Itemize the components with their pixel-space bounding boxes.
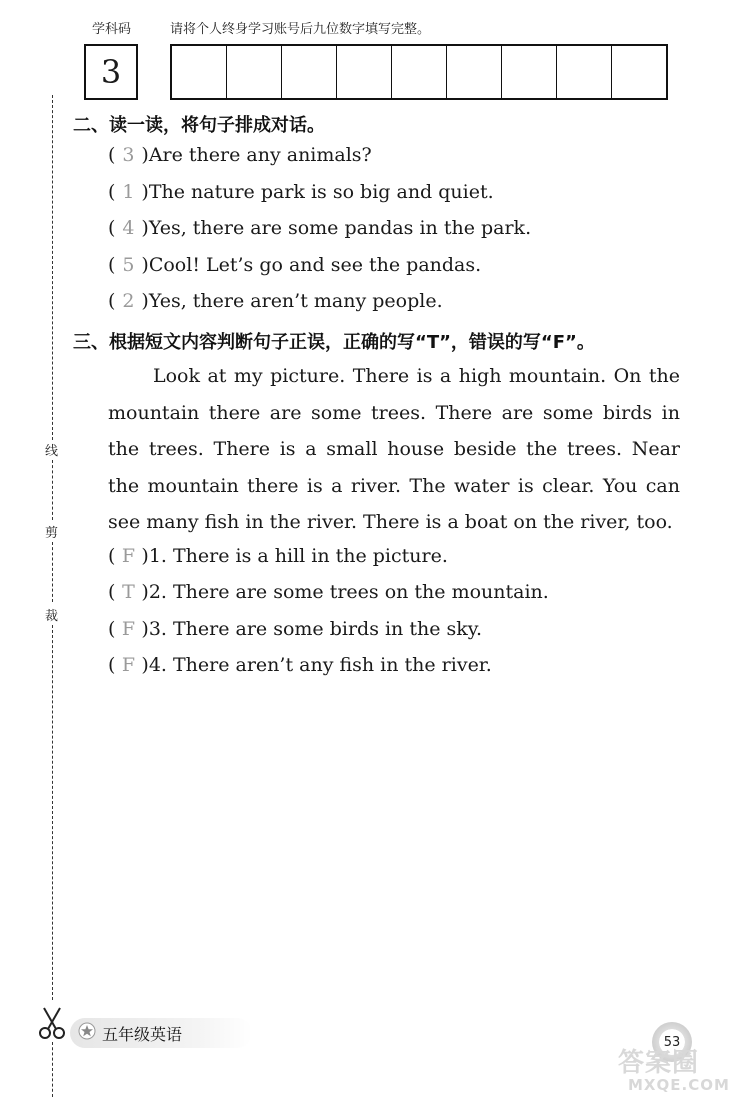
cut-line-top [52, 95, 53, 440]
subject-code-box: 3 [84, 44, 138, 100]
subject-code-label: 学科码 [92, 22, 132, 37]
book-title: 五年级英语 [102, 1024, 183, 1044]
account-instruction: 请将个人终身学习账号后九位数字填写完整。 [170, 22, 431, 37]
ordering-item: ( 2 )Yes, there aren’t many people. [108, 290, 443, 312]
true-false-item: ( F )4. There aren’t any fish in the river. [108, 654, 492, 676]
reading-passage: Look at my picture. There is a high mountain. On the mountain there are some trees. There are some birds in the trees. There is a small house beside the trees. Near the mountain there is a river. The water is clear. You can see many fish in the river. There is a boat on the river, too. [108, 365, 680, 533]
cut-char: 线 [45, 444, 59, 459]
cut-line-bottom [52, 625, 53, 1000]
true-false-item: ( F )3. There are some birds in the sky. [108, 618, 483, 640]
ordering-item: ( 5 )Cool! Let’s go and see the pandas. [108, 254, 482, 276]
account-digit-boxes [170, 44, 668, 100]
digit-box[interactable] [501, 46, 556, 98]
answer-mark: F [121, 618, 136, 640]
answer-mark: 1 [122, 181, 135, 203]
answer-mark: F [121, 545, 136, 567]
digit-box[interactable] [556, 46, 611, 98]
ordering-item: ( 1 )The nature park is so big and quiet. [108, 181, 494, 203]
answer-mark: 2 [122, 290, 135, 312]
digit-box[interactable] [281, 46, 336, 98]
section-2-title: 二、读一读，将句子排成对话。 [73, 115, 325, 136]
digit-box[interactable] [611, 46, 666, 98]
cut-char: 剪 [45, 526, 59, 541]
true-false-item: ( T )2. There are some trees on the mountain. [108, 581, 549, 603]
ordering-item: ( 3 )Are there any animals? [108, 144, 372, 166]
cut-line-end [52, 1042, 53, 1097]
ordering-item: ( 4 )Yes, there are some pandas in the park. [108, 217, 532, 239]
section-3-title: 三、根据短文内容判断句子正误，正确的写“T”，错误的写“F”。 [73, 332, 595, 353]
scissors-icon [38, 1006, 66, 1044]
digit-box[interactable] [172, 46, 226, 98]
digit-box[interactable] [391, 46, 446, 98]
watermark-url: MXQE.COM [628, 1076, 730, 1094]
answer-mark: 3 [122, 144, 135, 166]
book-title-pill [70, 1018, 252, 1048]
digit-box[interactable] [446, 46, 501, 98]
cut-line-segment [52, 460, 53, 520]
cut-char: 裁 [45, 609, 59, 624]
digit-box[interactable] [336, 46, 391, 98]
cut-line-segment [52, 542, 53, 602]
watermark-logo: 答案圈 [618, 1048, 700, 1078]
true-false-item: ( F )1. There is a hill in the picture. [108, 545, 448, 567]
answer-mark: T [122, 581, 135, 603]
answer-mark: F [121, 654, 136, 676]
page-number: 53 [663, 1034, 681, 1050]
star-icon [78, 1022, 96, 1044]
answer-mark: 4 [122, 217, 135, 239]
answer-mark: 5 [122, 254, 135, 276]
digit-box[interactable] [226, 46, 281, 98]
